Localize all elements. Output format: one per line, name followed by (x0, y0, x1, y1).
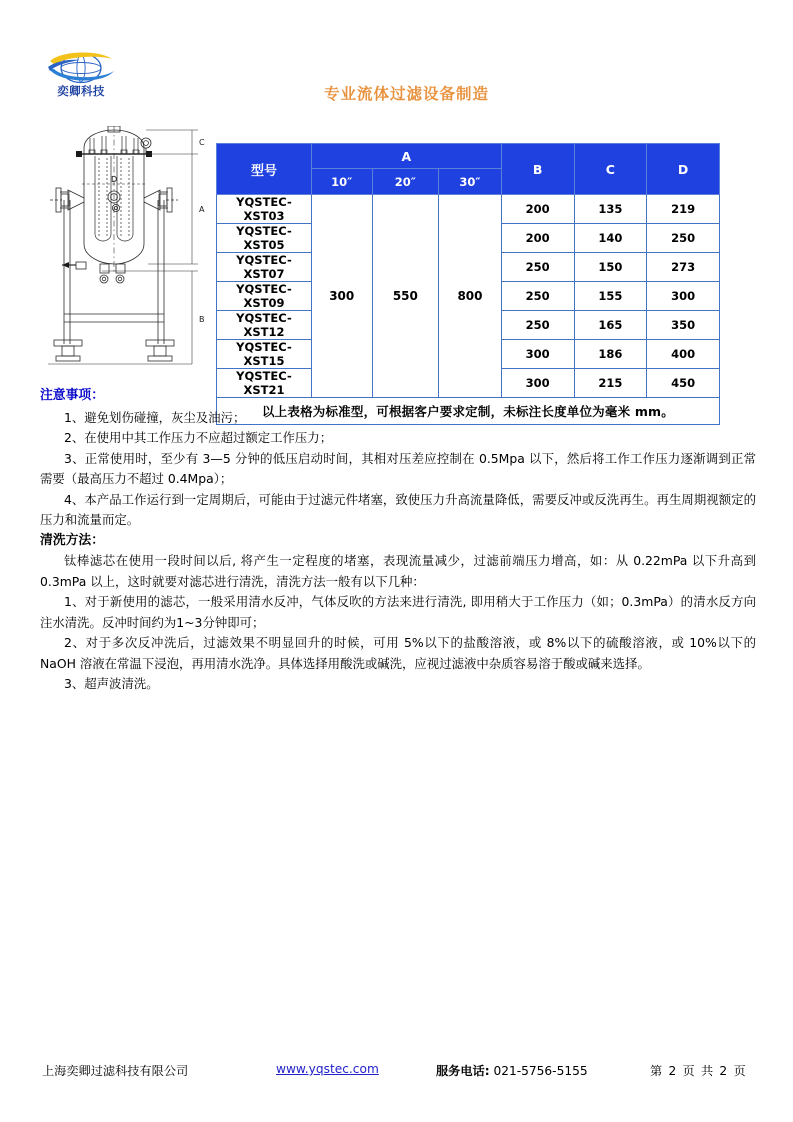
cell-b: 300 (501, 340, 574, 369)
header-model: 型号 (217, 144, 312, 195)
notes-item-2: 2、在使用中其工作压力不应超过额定工作压力； (64, 430, 333, 445)
spec-table-container (216, 143, 720, 425)
cell-model: YQSTEC-XST15 (217, 340, 312, 369)
filter-vessel-technical-drawing-icon (42, 126, 212, 374)
header-a-20inch: 20″ (372, 169, 439, 195)
footer-website-link[interactable]: www.yqstec.com (276, 1062, 379, 1076)
document-body (40, 386, 756, 695)
cell-model: YQSTEC-XST05 (217, 224, 312, 253)
cell-model: YQSTEC-XST07 (217, 253, 312, 282)
cell-a-20inch: 550 (372, 195, 439, 398)
cell-b: 250 (501, 311, 574, 340)
cell-a-30inch: 800 (439, 195, 502, 398)
cell-b: 250 (501, 282, 574, 311)
cell-model: YQSTEC-XST21 (217, 369, 312, 398)
cell-b: 300 (501, 369, 574, 398)
footer-company-name: 上海奕卿过滤科技有限公司 (42, 1064, 189, 1078)
dimension-label-b: B (199, 315, 205, 324)
cell-a-10inch: 300 (311, 195, 372, 398)
cleaning-item-2: 2、对于多次反冲洗后，过滤效果不明显回升的时候，可用 5%以下的盐酸溶液，或 8%以下的硫酸溶液，或 10%以下的NaOH 溶液在常温下浸泡，再用清水洗净。具体选择用酸洗或碱洗，应视过滤液中杂质容易溶于酸或碱来选择。 (40, 635, 756, 671)
notes-item-1: 1、避免划伤碰撞，灰尘及油污； (64, 409, 246, 425)
table-header-row-1 (217, 144, 720, 169)
header-group-a: A (311, 144, 501, 169)
cell-b: 200 (501, 224, 574, 253)
cell-c: 150 (574, 253, 647, 282)
header-a-10inch: 10″ (311, 169, 372, 195)
cell-d: 250 (647, 224, 720, 253)
table-row (217, 195, 720, 224)
cell-d: 400 (647, 340, 720, 369)
footer-phone-label: 服务电话: (436, 1064, 490, 1078)
cell-d: 450 (647, 369, 720, 398)
notes-item-4: 4、本产品工作运行到一定周期后，可能由于过滤元件堵塞，致使压力升高流量降低，需要反冲或反洗再生。再生周期视额定的压力和流量而定。 (40, 491, 756, 527)
dimension-label-c: C (199, 138, 205, 147)
cleaning-intro: 钛棒滤芯在使用一段时间以后, 将产生一定程度的堵塞，表现流量减少，过滤前端压力增高，如：从 0.22mPa 以下升高到 0.3mPa 以上，这时就要对滤芯进行清洗，清洗方法一般有以下几种： (40, 553, 756, 589)
cleaning-item-1: 1、对于新使用的滤芯，一般采用清水反冲，气体反吹的方法来进行清洗, 即用稍大于工作压力（如；0.3mPa）的清水反方向注水清洗。反冲时间约为1~3分钟即可； (40, 594, 756, 630)
footer-page-indicator: 第 2 页 共 2 页 (650, 1064, 747, 1078)
cell-d: 300 (647, 282, 720, 311)
cleaning-section-title: 清洗方法： (40, 532, 104, 548)
header-slogan: 专业流体过滤设备制造 (323, 85, 489, 103)
cell-b: 250 (501, 253, 574, 282)
cell-c: 135 (574, 195, 647, 224)
cell-d: 273 (647, 253, 720, 282)
cell-c: 140 (574, 224, 647, 253)
header-a-30inch: 30″ (439, 169, 502, 195)
cell-b: 200 (501, 195, 574, 224)
cell-d: 219 (647, 195, 720, 224)
cell-c: 186 (574, 340, 647, 369)
cell-model: YQSTEC-XST03 (217, 195, 312, 224)
cell-c: 165 (574, 311, 647, 340)
header-b: B (501, 144, 574, 195)
cell-model: YQSTEC-XST12 (217, 311, 312, 340)
footer-phone-number: 021-5756-5155 (493, 1064, 588, 1078)
globe-swoosh-logo-icon (46, 47, 116, 85)
page-footer (0, 1062, 793, 1092)
specification-table (216, 143, 720, 425)
cell-d: 350 (647, 311, 720, 340)
cell-c: 155 (574, 282, 647, 311)
header-d: D (647, 144, 720, 195)
filter-vessel-drawing (42, 126, 212, 374)
notes-section-title: 注意事项： (40, 388, 104, 403)
cell-c: 215 (574, 369, 647, 398)
footer-phone (436, 1062, 588, 1079)
dimension-label-d: D (111, 175, 118, 184)
page-header (0, 0, 793, 118)
cell-model: YQSTEC-XST09 (217, 282, 312, 311)
table-footnote: 以上表格为标准型，可根据客户要求定制，未标注长度单位为毫米 mm。 (217, 398, 720, 425)
dimension-label-a: A (199, 205, 205, 214)
cleaning-item-3: 3、超声波清洗。 (64, 676, 159, 691)
notes-item-3: 3、正常使用时，至少有 3—5 分钟的低压启动时间，其相对压差应控制在 0.5Mpa 以下，然后将工作工作压力逐渐调到正常需要（最高压力不超过 0.4Mpa）； (40, 450, 756, 486)
logo-text: 奕卿科技 (57, 84, 105, 98)
header-c: C (574, 144, 647, 195)
